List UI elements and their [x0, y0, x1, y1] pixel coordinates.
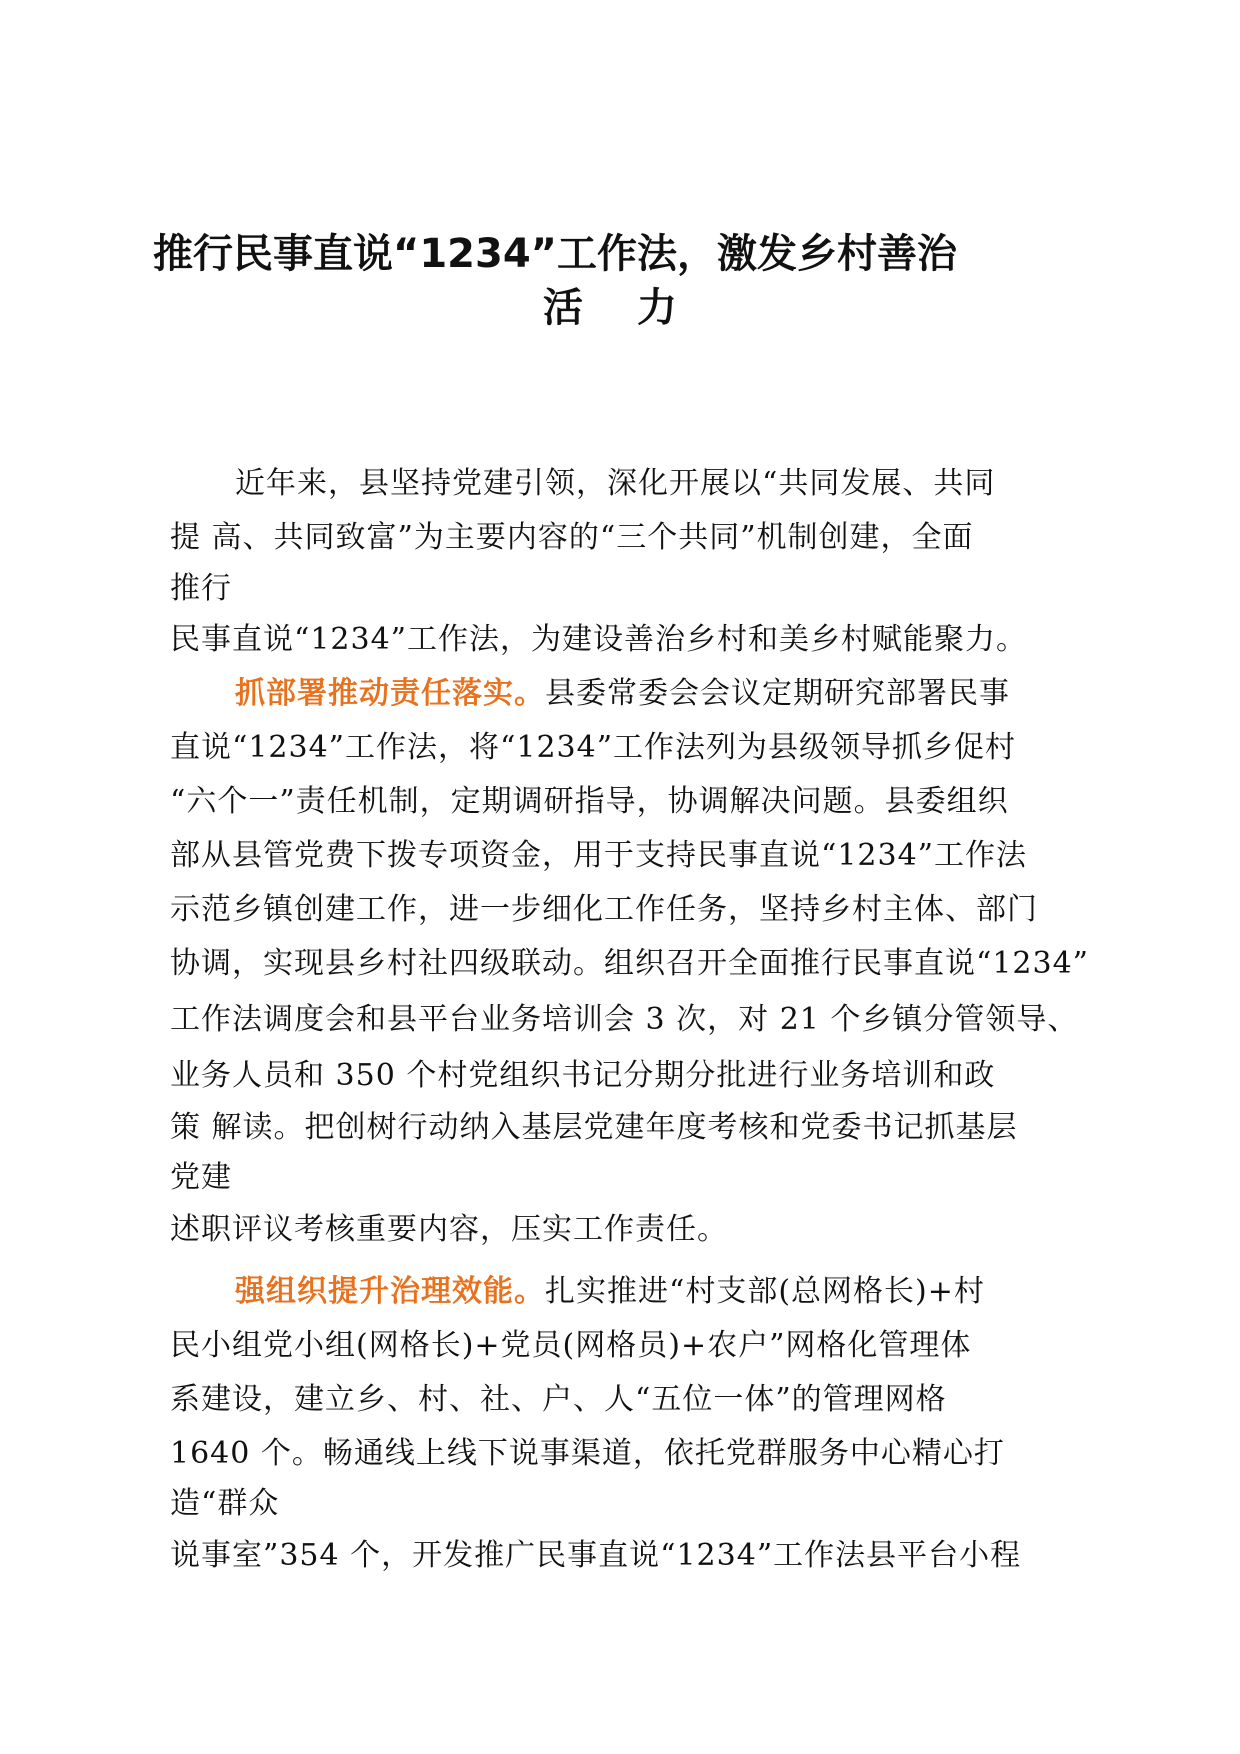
- paragraph-line: 业务人员和 350 个村党组织书记分期分批进行业务培训和政: [170, 1058, 996, 1093]
- section-heading-organization: 强组织提升治理效能。: [235, 1274, 545, 1309]
- paragraph-line: 系建设，建立乡、村、社、户、人“五位一体”的管理网格: [170, 1382, 947, 1417]
- paragraph-line: 党建: [170, 1160, 232, 1195]
- document-title-line-1: 推行民事直说“1234”工作法，激发乡村善治: [153, 231, 957, 277]
- paragraph-text: 扎实推进“村支部(总网格长)+村: [545, 1274, 985, 1309]
- paragraph-text: 县委常委会会议定期研究部署民事: [545, 676, 1010, 711]
- paragraph-line: 部从县管党费下拨专项资金，用于支持民事直说“1234”工作法: [170, 838, 1028, 873]
- paragraph-line: 述职评议考核重要内容，压实工作责任。: [170, 1212, 728, 1247]
- paragraph-heading-line: [235, 1266, 985, 1310]
- paragraph-line: 策 解读。把创树行动纳入基层党建年度考核和党委书记抓基层: [170, 1110, 1018, 1145]
- paragraph-line: “六个一”责任机制，定期调研指导，协调解决问题。县委组织: [170, 784, 1009, 819]
- paragraph-line: 示范乡镇创建工作，进一步细化工作任务，坚持乡村主体、部门: [170, 892, 1038, 927]
- paragraph-line: 协调，实现县乡村社四级联动。组织召开全面推行民事直说“1234”: [170, 946, 1090, 981]
- paragraph-line: 工作法调度会和县平台业务培训会 3 次，对 21 个乡镇分管领导、: [170, 1002, 1079, 1037]
- document-title-line-2: 活 力: [543, 285, 697, 331]
- paragraph-line: 近年来，县坚持党建引领，深化开展以“共同发展、共同: [235, 466, 996, 501]
- paragraph-line: 推行: [170, 571, 232, 606]
- paragraph-line: 民小组党小组(网格长)+党员(网格员)+农户”网格化管理体: [170, 1328, 972, 1363]
- paragraph-line: 民事直说“1234”工作法，为建设善治乡村和美乡村赋能聚力。: [170, 622, 1028, 657]
- section-heading-deployment: 抓部署推动责任落实。: [235, 676, 545, 711]
- paragraph-line: 直说“1234”工作法，将“1234”工作法列为县级领导抓乡促村: [170, 730, 1017, 765]
- paragraph-line: 造“群众: [170, 1486, 280, 1521]
- paragraph-line: 提 高、共同致富”为主要内容的“三个共同”机制创建，全面: [170, 520, 974, 555]
- paragraph-heading-line: [235, 668, 1010, 712]
- paragraph-line: 1640 个。畅通线上线下说事渠道，依托党群服务中心精心打: [170, 1436, 1005, 1471]
- paragraph-line: 说事室”354 个，开发推广民事直说“1234”工作法县平台小程: [170, 1538, 1022, 1573]
